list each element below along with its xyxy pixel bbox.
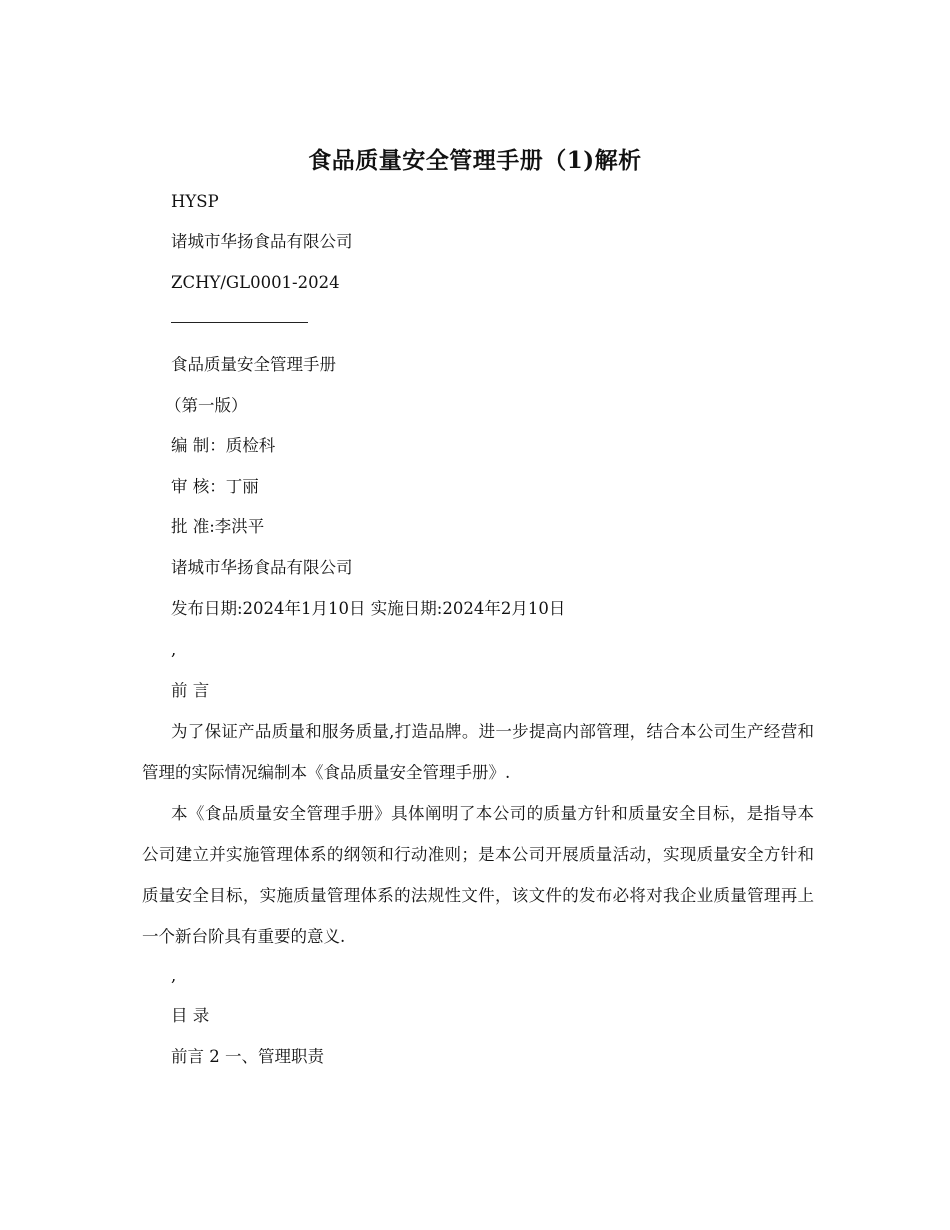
preface-mark: ,	[171, 966, 177, 985]
cover-mark: ,	[171, 640, 177, 659]
cover-company: 诸城市华扬食品有限公司	[171, 558, 353, 577]
toc-first-line: 前言 2 一、管理职责	[171, 1047, 324, 1066]
preface-paragraph-1: 为了保证产品质量和服务质量,打造品牌。进一步提高内部管理，结合本公司生产经营和管理的实际情况编制本《食品质量安全管理手册》.	[142, 722, 814, 782]
manual-name: 食品质量安全管理手册	[171, 355, 336, 374]
compiled-by: 编 制：质检科	[171, 436, 276, 455]
document-title: 食品质量安全管理手册（1)解析	[308, 147, 642, 174]
header-company: 诸城市华扬食品有限公司	[171, 232, 353, 251]
edition-label: （第一版）	[165, 396, 248, 415]
preface-paragraph-2: 本《食品质量安全管理手册》具体阐明了本公司的质量方针和质量安全目标，是指导本公司建立并实施管理体系的纲领和行动准则；是本公司开展质量活动，实现质量安全方针和质量安全目标，实施质量管理体系的法规性文件，该文件的发布必将对我企业质量管理再上一个新台阶具有重要的意义.	[142, 804, 814, 946]
approved-by: 批 准:李洪平	[171, 517, 265, 536]
reviewed-by: 审 核：丁丽	[171, 477, 259, 496]
preface-heading: 前 言	[171, 681, 210, 700]
toc-heading: 目 录	[171, 1006, 210, 1025]
header-doc-number: ZCHY/GL0001-2024	[171, 273, 340, 292]
divider-line	[171, 322, 308, 323]
release-dates: 发布日期:2024年1月10日 实施日期:2024年2月10日	[171, 599, 566, 618]
header-code: HYSP	[171, 192, 219, 211]
